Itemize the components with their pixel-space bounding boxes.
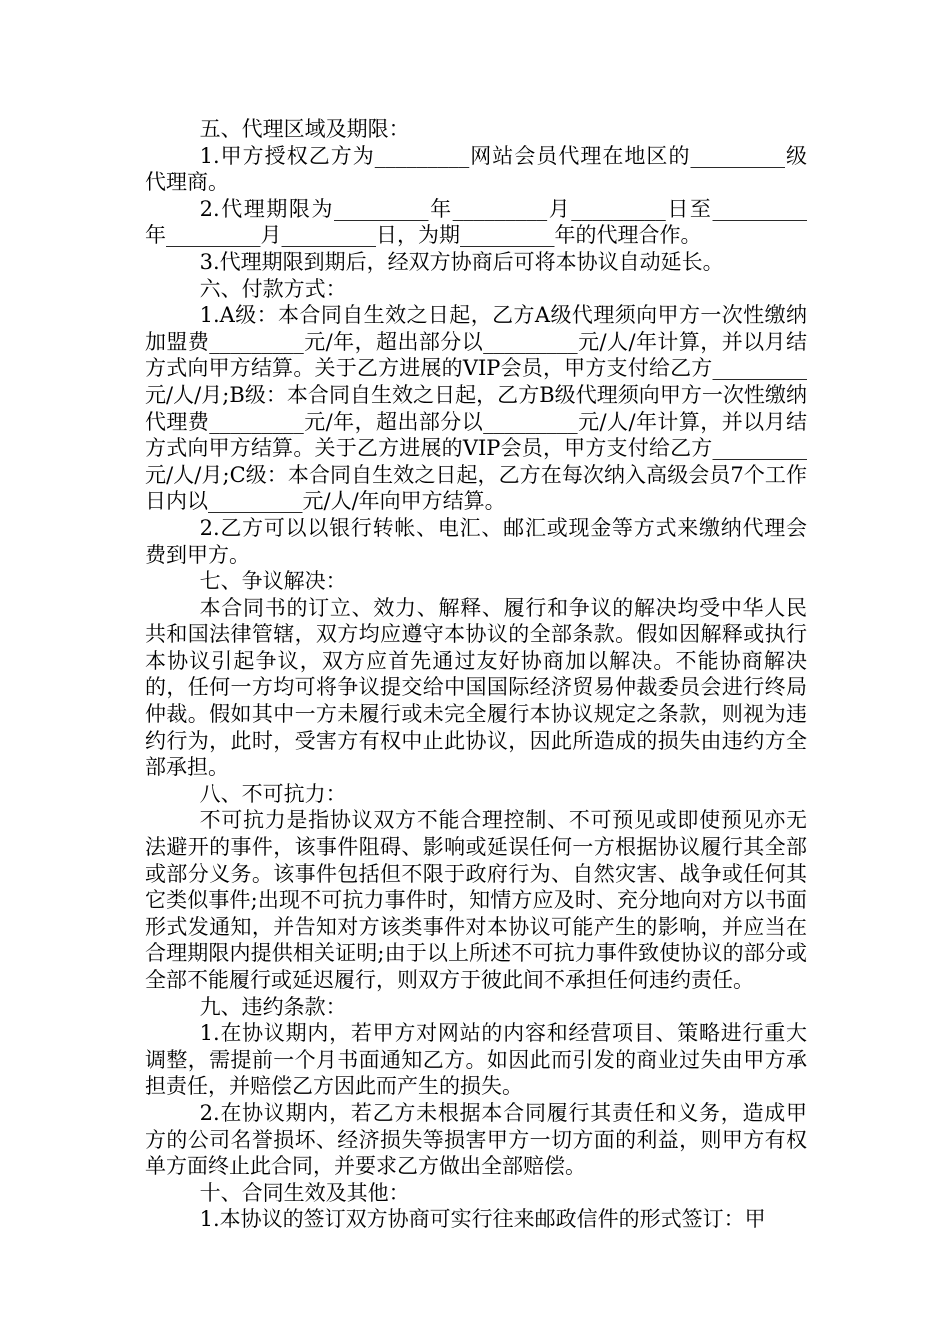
section-heading: 五、代理区域及期限：	[199, 117, 410, 141]
clause-paragraph: 1.本协议的签订双方协商可实行往来邮政信件的形式签订：甲	[199, 1207, 766, 1232]
section-force-majeure	[145, 781, 807, 994]
clause-paragraph: 2.代理期限为_________年_________月_________日至_________年_________月_________日，为期_________年的代理合作。	[145, 196, 807, 248]
clause-paragraph: 3.代理期限到期后，经双方协商后可将本协议自动延长。	[199, 249, 724, 274]
section-heading: 七、争议解决：	[199, 569, 347, 594]
clause-paragraph: 1.甲方授权乙方为_________网站会员代理在地区的_________级代理商。	[145, 143, 807, 195]
clause-paragraph: 不可抗力是指协议双方不能合理控制、不可预见或即使预见亦无法避开的事件，该事件阻碍、影响或延误任何一方根据协议履行其全部或部分义务。该事件包括但不限于政府行为、自然灾害、战争或任何其它类似事件;出现不可抗力事件时，知情方应及时、充分地向对方以书面形式发通知，并告知对方该类事件对本协议可能产生的影响，并应当在合理期限内提供相关证明;由于以上所述不可抗力事件致使协议的部分或全部不能履行或延迟履行，则双方于彼此间不承担任何违约责任。	[145, 808, 807, 992]
clause-paragraph: 本合同书的订立、效力、解释、履行和争议的解决均受中华人民共和国法律管辖，双方均应遵守本协议的全部条款。假如因解释或执行本协议引起争议，双方应首先通过友好协商加以解决。不能协商解决的，任何一方均可将争议提交给中国国际经济贸易仲裁委员会进行终局仲裁。假如其中一方未履行或未完全履行本协议规定之条款，则视为违约行为，此时，受害方有权中止此协议，因此所造成的损失由违约方全部承担。	[145, 595, 807, 780]
section-breach-terms	[145, 994, 807, 1180]
clause-paragraph: 2.乙方可以以银行转帐、电汇、邮汇或现金等方式来缴纳代理会费到甲方。	[145, 515, 807, 567]
clause-paragraph: 1.在协议期内，若甲方对网站的内容和经营项目、策略进行重大调整，需提前一个月书面通知乙方。如因此而引发的商业过失由甲方承担责任，并赔偿乙方因此而产生的损失。	[145, 1021, 807, 1099]
section-heading: 六、付款方式：	[199, 276, 347, 301]
clause-paragraph: 2.在协议期内，若乙方未根据本合同履行其责任和义务，造成甲方的公司名誉损坏、经济损失等损害甲方一切方面的利益，则甲方有权单方面终止此合同，并要求乙方做出全部赔偿。	[145, 1100, 807, 1179]
section-agency-territory	[145, 116, 807, 276]
section-heading: 九、违约条款：	[199, 994, 347, 1019]
section-heading: 十、合同生效及其他：	[199, 1180, 410, 1205]
clause-paragraph: 1.A级：本合同自生效之日起，乙方A级代理须向甲方一次性缴纳加盟费_________元/年，超出部分以_________元/人/年计算，并以月结方式向甲方结算。关于乙方进展的VIP会员，甲方支付给乙方_________元/人/月;B级：本合同自生效之日起，乙方B级代理须向甲方一次性缴纳代理费_________元/年，超出部分以_________元/人/年计算，并以月结方式向甲方结算。关于乙方进展的VIP会员，甲方支付给乙方_________元/人/月;C级：本合同自生效之日起，乙方在每次纳入高级会员7个工作日内以_________元/人/年向甲方结算。	[145, 303, 807, 514]
section-effectiveness	[145, 1180, 807, 1233]
document-page	[145, 116, 807, 1233]
section-heading: 八、不可抗力：	[199, 781, 347, 806]
section-dispute-resolution	[145, 568, 807, 781]
section-payment-method	[145, 276, 807, 569]
